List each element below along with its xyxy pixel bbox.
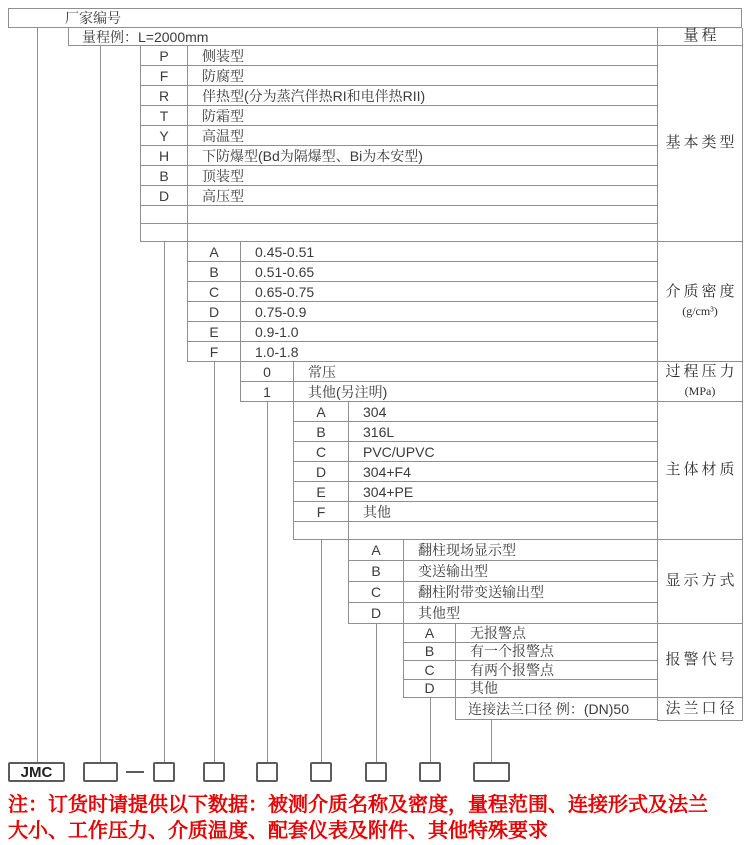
dash-separator <box>126 771 144 773</box>
table-row <box>141 146 657 166</box>
code-cell: Y <box>141 126 188 145</box>
desc-cell <box>188 206 657 223</box>
code-cell: E <box>188 322 241 341</box>
code-cell: C <box>349 582 404 602</box>
order-note <box>8 792 748 844</box>
table-row <box>141 86 657 106</box>
category-label-column <box>657 28 743 721</box>
desc-cell: 316L <box>363 423 395 440</box>
table-row <box>188 242 657 262</box>
label-text: 主体材质 <box>665 462 738 478</box>
table-row <box>141 186 657 206</box>
table-row <box>141 66 657 86</box>
factory-number-label: 厂家编号 <box>65 10 121 26</box>
code-cell: H <box>141 146 188 165</box>
desc-cell: 连接法兰口径 例：(DN)50 <box>468 700 630 717</box>
desc-cell: 304+F4 <box>363 463 411 480</box>
code-cell: R <box>141 86 188 105</box>
connector-line-flange <box>491 720 492 762</box>
code-cell: C <box>404 661 456 679</box>
desc-cell: 0.45-0.51 <box>255 243 315 260</box>
section-process-pressure <box>240 362 657 402</box>
table-row <box>294 422 657 442</box>
connector-line-density <box>214 362 215 762</box>
table-row <box>188 282 657 302</box>
code-cell: B <box>349 561 404 581</box>
connector-line-basic-type <box>164 242 165 762</box>
range-example-label: 量程例：L=2000mm <box>82 28 209 45</box>
desc-cell: PVC/UPVC <box>363 443 435 460</box>
model-box-jmc: JMC <box>8 762 65 782</box>
desc-cell: 304+PE <box>363 483 414 500</box>
desc-cell: 侧装型 <box>202 47 244 64</box>
table-row <box>404 680 657 699</box>
option-box-alarm <box>419 762 441 782</box>
desc-cell: 高温型 <box>202 127 244 144</box>
connector-line-factory <box>37 28 38 762</box>
desc-cell: 翻柱附带变送输出型 <box>418 584 544 600</box>
option-box-flange <box>473 762 510 782</box>
table-row <box>188 302 657 322</box>
table-row <box>404 661 657 680</box>
section-display-mode <box>348 540 657 624</box>
table-row <box>294 482 657 502</box>
table-row <box>188 322 657 342</box>
empty-row <box>141 224 657 242</box>
table-row <box>294 462 657 482</box>
table-row <box>404 624 657 643</box>
code-cell: D <box>188 302 241 321</box>
label-text: 报警代号 <box>665 652 738 668</box>
code-cell: D <box>404 680 456 698</box>
table-row <box>294 502 657 522</box>
category-label-body-material <box>658 402 742 540</box>
table-row <box>188 262 657 282</box>
connector-line-alarm <box>430 698 431 762</box>
desc-cell: 1.0-1.8 <box>255 343 299 360</box>
order-note-line2: 大小、工作压力、介质温度、配套仪表及附件、其他特殊要求 <box>8 820 548 842</box>
desc-cell: 防霜型 <box>202 107 244 124</box>
desc-cell: 高压型 <box>202 187 244 204</box>
option-box-density <box>203 762 225 782</box>
section-flange-bore <box>455 698 657 720</box>
option-box-display <box>365 762 387 782</box>
table-row <box>241 362 657 382</box>
code-cell: B <box>188 262 241 281</box>
desc-cell <box>188 224 657 241</box>
category-label-display-mode <box>658 540 742 624</box>
category-label-flange-bore <box>658 698 742 720</box>
section-alarm-code <box>403 624 657 698</box>
code-cell: P <box>141 46 188 65</box>
desc-cell: 其他 <box>363 503 391 520</box>
label-unit: (MPa) <box>684 383 716 398</box>
option-box-range <box>83 762 118 782</box>
table-row <box>141 166 657 186</box>
desc-cell: 翻柱现场显示型 <box>418 542 516 558</box>
code-cell <box>141 206 188 223</box>
code-cell: E <box>294 482 349 501</box>
desc-cell: 下防爆型(Bd为隔爆型、Bi为本安型) <box>202 147 423 164</box>
option-box-pressure <box>256 762 278 782</box>
option-box-material <box>310 762 332 782</box>
code-cell: A <box>188 242 241 261</box>
code-cell <box>294 522 349 539</box>
table-row <box>188 342 657 362</box>
table-row <box>241 382 657 402</box>
code-cell: T <box>141 106 188 125</box>
category-label-alarm-code <box>658 624 742 698</box>
factory-number-row <box>8 8 742 28</box>
table-row <box>349 603 657 624</box>
desc-cell: 伴热型(分为蒸汽伴热RI和电伴热RII) <box>202 87 426 104</box>
desc-cell: 有一个报警点 <box>470 643 554 660</box>
desc-cell: 有两个报警点 <box>470 661 554 678</box>
code-cell: F <box>294 502 349 521</box>
desc-cell: 其他 <box>470 680 498 697</box>
code-cell: A <box>404 624 456 642</box>
code-cell: F <box>141 66 188 85</box>
section-body-material <box>293 402 657 540</box>
connector-line-range <box>100 46 101 762</box>
code-cell: D <box>294 462 349 481</box>
table-row <box>404 643 657 662</box>
table-row <box>349 561 657 582</box>
desc-cell: 其他(另注明) <box>308 383 388 400</box>
section-medium-density <box>187 242 657 362</box>
desc-cell: 0.9-1.0 <box>255 323 299 340</box>
connector-line-pressure <box>267 402 268 762</box>
option-box-basic-type <box>153 762 175 782</box>
code-cell: 1 <box>241 382 294 401</box>
code-cell: 0 <box>241 362 294 381</box>
category-label-process-pressure <box>658 362 742 402</box>
range-example-row <box>68 28 657 46</box>
desc-cell: 常压 <box>308 363 336 380</box>
connector-line-display <box>376 624 377 762</box>
table-row <box>141 46 657 66</box>
label-text: 介质密度 <box>665 283 738 300</box>
code-cell: D <box>349 603 404 623</box>
label-text: 显示方式 <box>665 573 738 589</box>
code-cell: D <box>141 186 188 205</box>
code-cell: C <box>294 442 349 461</box>
label-text: 量程 <box>683 28 720 44</box>
desc-cell: 其他型 <box>418 605 460 621</box>
table-row <box>141 126 657 146</box>
code-cell: F <box>188 342 241 361</box>
desc-cell: 防腐型 <box>202 67 244 84</box>
label-text: 法兰口径 <box>665 700 738 717</box>
table-row <box>141 106 657 126</box>
order-note-line1: 注：订货时请提供以下数据：被测介质名称及密度，量程范围、连接形式及法兰 <box>8 794 708 816</box>
table-row <box>294 442 657 462</box>
table-row <box>456 698 657 720</box>
desc-cell: 无报警点 <box>470 624 526 641</box>
connector-line-material <box>321 540 322 762</box>
desc-cell <box>349 522 657 539</box>
code-cell: A <box>294 402 349 421</box>
desc-cell: 0.75-0.9 <box>255 303 307 320</box>
table-row <box>349 582 657 603</box>
code-cell: B <box>404 643 456 661</box>
table-row <box>349 540 657 561</box>
desc-cell: 变送输出型 <box>418 563 488 579</box>
label-unit: (g/cm³) <box>682 303 718 318</box>
desc-cell: 0.65-0.75 <box>255 283 315 300</box>
category-label-basic-type <box>658 46 742 242</box>
code-cell <box>141 224 188 241</box>
category-label-medium-density <box>658 242 742 362</box>
empty-row <box>294 522 657 540</box>
code-cell: B <box>294 422 349 441</box>
desc-cell: 304 <box>363 403 387 420</box>
label-text: 过程压力 <box>665 363 738 380</box>
section-basic-type <box>140 46 657 242</box>
code-cell: C <box>188 282 241 301</box>
label-text: 基本类型 <box>665 135 738 151</box>
code-cell: B <box>141 166 188 185</box>
desc-cell: 顶装型 <box>202 167 244 184</box>
table-row <box>294 402 657 422</box>
code-cell: A <box>349 540 404 560</box>
desc-cell: 0.51-0.65 <box>255 263 315 280</box>
empty-row <box>141 206 657 224</box>
category-label-range <box>658 28 742 46</box>
